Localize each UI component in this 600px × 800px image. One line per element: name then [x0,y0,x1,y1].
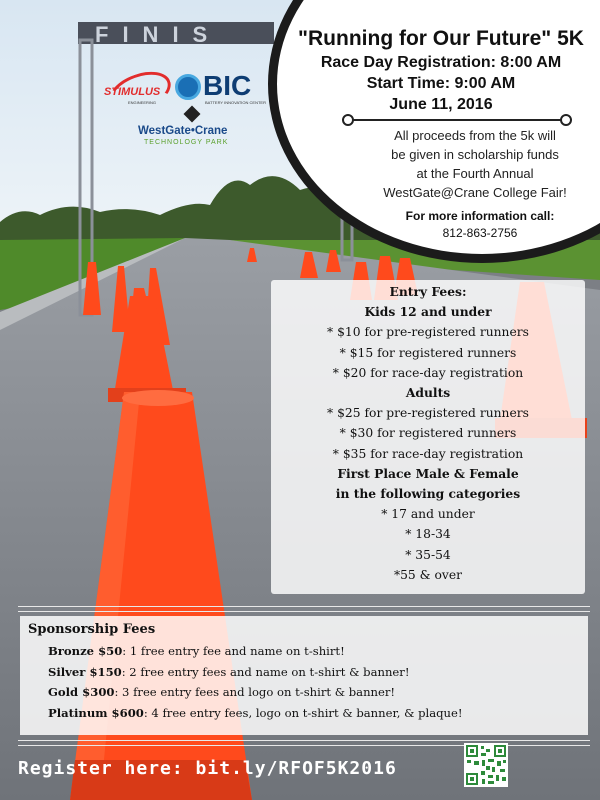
award-category: *55 & over [393,567,463,582]
kids-fee: * $15 for registered runners [339,345,517,360]
sponsorship-heading: Sponsorship Fees [28,622,156,637]
proceeds-line: WestGate@Crane College Fair! [383,185,567,200]
registration-time: Race Day Registration: 8:00 AM [320,54,562,71]
awards-subheading: in the following categories [335,486,521,502]
westgate-subtitle: TECHNOLOGY PARK [144,139,229,146]
tier-desc: : 4 free entry fees, logo on t-shirt & banner, & plaque! [143,705,463,720]
event-title: "Running for Our Future" 5K [298,27,584,50]
event-date: June 11, 2016 [389,96,493,113]
stimulus-name: STIMULUS [104,86,161,98]
header-divider [352,119,562,121]
bic-name: BIC [203,70,252,101]
kids-heading: Kids 12 and under [364,304,492,320]
contact-phone: 812-863-2756 [442,226,518,240]
bic-globe-icon [175,74,201,100]
tier-desc: : 1 free entry fee and name on t-shirt! [122,644,345,658]
proceeds-line: All proceeds from the 5k will [394,128,556,143]
bic-logo [175,72,275,108]
adults-heading: Adults [405,385,451,401]
adult-fee: * $30 for registered runners [339,426,517,441]
stimulus-logo [102,72,172,112]
event-header [282,26,600,115]
adult-fee: * $25 for pre-registered runners [327,406,529,421]
tier-desc: : 3 free entry fees and logo on t-shirt & banner! [114,685,396,699]
bic-subtitle: BATTERY INNOVATION CENTER [205,100,266,105]
start-time: Start Time: 9:00 AM [366,75,516,92]
sponsorship-panel [20,616,588,735]
register-link[interactable]: Register here: bit.ly/RFOF5K2016 [18,758,397,779]
contact-label: For more information call: [405,209,555,223]
kids-fee: * $10 for pre-registered runners [327,325,529,340]
westgate-name: WestGate•Crane [138,125,228,137]
westgate-crane-logo [138,108,238,150]
award-category: * 18-34 [405,527,451,542]
sponsorship-tier [48,682,580,703]
tier-name: Platinum $600 [48,705,144,720]
proceeds-text [360,126,590,202]
qr-code-icon[interactable] [464,743,508,787]
award-category: * 35-54 [405,547,451,562]
sponsorship-tier [48,641,580,662]
awards-heading: First Place Male & Female [337,465,519,481]
divider-top [18,606,590,612]
entry-fees-panel [271,280,585,594]
sponsorship-tier [48,662,580,683]
tier-name: Silver $150 [48,664,122,679]
arch-text: FINIS [95,22,222,47]
westgate-diamond-icon [184,106,201,123]
entry-fees-heading: Entry Fees: [389,284,467,299]
contact-info [380,209,580,240]
sponsorship-tier [48,703,580,724]
stimulus-subtitle: ENGINEERING [128,100,157,105]
tier-name: Bronze $50 [48,644,123,658]
tier-name: Gold $300 [48,685,115,699]
tier-desc: : 2 free entry fees and name on t-shirt & banner! [121,664,410,679]
award-category: * 17 and under [381,507,475,522]
proceeds-line: at the Fourth Annual [416,166,534,181]
proceeds-line: be given in scholarship funds [391,147,559,162]
adult-fee: * $35 for race-day registration [332,446,524,461]
kids-fee: * $20 for race-day registration [332,365,524,380]
